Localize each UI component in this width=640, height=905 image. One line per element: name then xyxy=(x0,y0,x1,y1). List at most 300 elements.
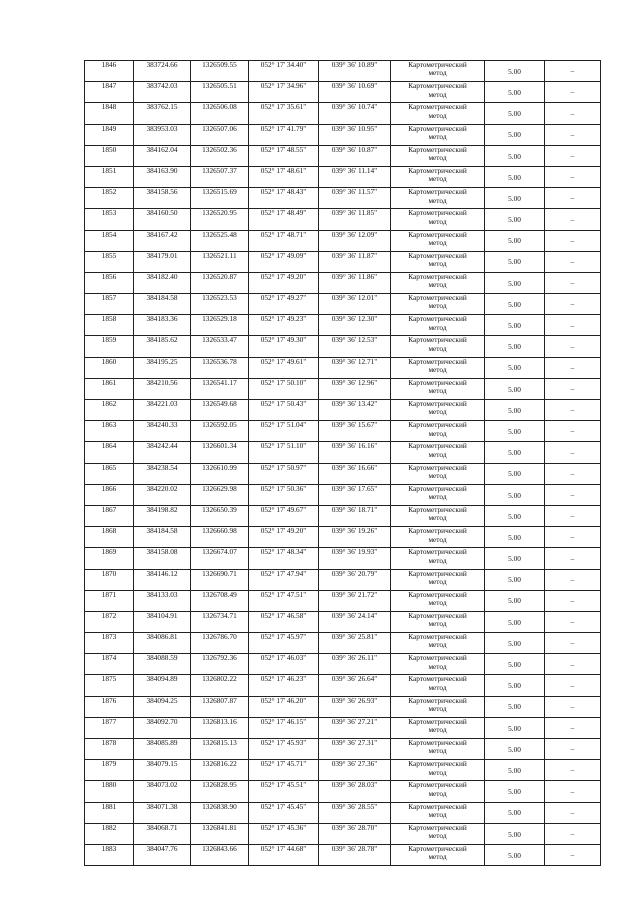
latitude-cell: 052° 17' 34.40" xyxy=(249,61,319,82)
longitude-cell: 039° 36' 27.31" xyxy=(319,739,391,760)
method-line-2: метод xyxy=(428,470,447,480)
accuracy-cell: 5.00 xyxy=(485,505,545,526)
longitude-cell: 039° 36' 11.85" xyxy=(319,209,391,230)
table-row xyxy=(85,611,601,632)
method-cell xyxy=(391,166,485,187)
latitude-cell: 052° 17' 49.30" xyxy=(249,336,319,357)
method-line-1: Картометрический xyxy=(408,102,467,112)
method-line-1: Картометрический xyxy=(408,357,467,366)
x-coordinate-cell: 384167.42 xyxy=(134,230,191,251)
table-row xyxy=(85,633,601,654)
method-cell xyxy=(391,739,485,760)
method-cell xyxy=(391,251,485,272)
latitude-cell: 052° 17' 49.67" xyxy=(249,505,319,526)
latitude-cell: 052° 17' 51.10" xyxy=(249,442,319,463)
point-number-cell: 1880 xyxy=(85,781,134,802)
y-coordinate-cell: 1326502.36 xyxy=(191,145,249,166)
longitude-cell: 039° 36' 21.72" xyxy=(319,590,391,611)
method-line-2: метод xyxy=(428,153,447,163)
x-coordinate-cell: 384198.82 xyxy=(134,505,191,526)
table-row xyxy=(85,823,601,844)
method-line-2: метод xyxy=(428,386,447,396)
accuracy-cell: 5.00 xyxy=(485,209,545,230)
longitude-cell: 039° 36' 28.70" xyxy=(319,823,391,844)
method-line-2: метод xyxy=(428,576,447,586)
x-coordinate-cell: 384184.58 xyxy=(134,527,191,548)
point-number-cell: 1858 xyxy=(85,315,134,336)
latitude-cell: 052° 17' 51.04" xyxy=(249,421,319,442)
x-coordinate-cell: 384071.38 xyxy=(134,802,191,823)
point-number-cell: 1853 xyxy=(85,209,134,230)
description-cell: – xyxy=(545,505,601,526)
longitude-cell: 039° 36' 11.57" xyxy=(319,188,391,209)
method-line-2: метод xyxy=(428,640,447,650)
method-cell xyxy=(391,145,485,166)
method-cell xyxy=(391,569,485,590)
table-row xyxy=(85,654,601,675)
table-row xyxy=(85,421,601,442)
accuracy-cell: 5.00 xyxy=(485,124,545,145)
y-coordinate-cell: 1326690.71 xyxy=(191,569,249,590)
method-line-2: метод xyxy=(428,407,447,417)
coordinates-sheet xyxy=(84,60,600,866)
method-line-1: Картометрический xyxy=(408,166,467,175)
latitude-cell: 052° 17' 44.68" xyxy=(249,844,319,865)
method-cell xyxy=(391,400,485,421)
method-cell xyxy=(391,357,485,378)
method-cell xyxy=(391,61,485,82)
latitude-cell: 052° 17' 45.71" xyxy=(249,760,319,781)
table-row xyxy=(85,378,601,399)
accuracy-cell: 5.00 xyxy=(485,527,545,548)
point-number-cell: 1875 xyxy=(85,675,134,696)
method-cell xyxy=(391,82,485,103)
latitude-cell: 052° 17' 48.34" xyxy=(249,548,319,569)
description-cell: – xyxy=(545,166,601,187)
table-row xyxy=(85,844,601,865)
method-cell xyxy=(391,484,485,505)
table-row xyxy=(85,442,601,463)
y-coordinate-cell: 1326807.87 xyxy=(191,696,249,717)
method-line-2: метод xyxy=(428,725,447,735)
x-coordinate-cell: 384163.90 xyxy=(134,166,191,187)
accuracy-cell: 5.00 xyxy=(485,61,545,82)
method-cell xyxy=(391,760,485,781)
y-coordinate-cell: 1326708.49 xyxy=(191,590,249,611)
method-line-1: Картометрический xyxy=(408,335,467,345)
longitude-cell: 039° 36' 16.16" xyxy=(319,442,391,463)
y-coordinate-cell: 1326592.05 xyxy=(191,421,249,442)
accuracy-cell: 5.00 xyxy=(485,590,545,611)
method-line-1: Картометрический xyxy=(408,60,467,69)
point-number-cell: 1871 xyxy=(85,590,134,611)
method-cell xyxy=(391,336,485,357)
x-coordinate-cell: 384242.44 xyxy=(134,442,191,463)
y-coordinate-cell: 1326520.87 xyxy=(191,272,249,293)
description-cell: – xyxy=(545,781,601,802)
description-cell: – xyxy=(545,400,601,421)
x-coordinate-cell: 384094.89 xyxy=(134,675,191,696)
table-row xyxy=(85,188,601,209)
x-coordinate-cell: 384158.08 xyxy=(134,548,191,569)
longitude-cell: 039° 36' 10.74" xyxy=(319,103,391,124)
method-line-1: Картометрический xyxy=(408,823,467,832)
table-row xyxy=(85,781,601,802)
method-line-2: метод xyxy=(428,110,447,120)
point-number-cell: 1882 xyxy=(85,823,134,844)
table-row xyxy=(85,61,601,82)
latitude-cell: 052° 17' 50.97" xyxy=(249,463,319,484)
point-number-cell: 1864 xyxy=(85,442,134,463)
y-coordinate-cell: 1326520.95 xyxy=(191,209,249,230)
accuracy-cell: 5.00 xyxy=(485,294,545,315)
method-line-1: Картометрический xyxy=(408,569,467,578)
latitude-cell: 052° 17' 47.94" xyxy=(249,569,319,590)
latitude-cell: 052° 17' 50.36" xyxy=(249,484,319,505)
table-row xyxy=(85,717,601,738)
method-cell xyxy=(391,505,485,526)
description-cell: – xyxy=(545,442,601,463)
latitude-cell: 052° 17' 48.61" xyxy=(249,166,319,187)
method-line-2: метод xyxy=(428,449,447,459)
point-number-cell: 1847 xyxy=(85,82,134,103)
longitude-cell: 039° 36' 28.55" xyxy=(319,802,391,823)
latitude-cell: 052° 17' 49.23" xyxy=(249,315,319,336)
method-line-1: Картометрический xyxy=(408,314,467,324)
x-coordinate-cell: 384221.03 xyxy=(134,400,191,421)
description-cell: – xyxy=(545,315,601,336)
point-number-cell: 1857 xyxy=(85,294,134,315)
method-line-1: Картометрический xyxy=(408,81,467,91)
x-coordinate-cell: 384086.81 xyxy=(134,633,191,654)
table-row xyxy=(85,675,601,696)
description-cell: – xyxy=(545,188,601,209)
description-cell: – xyxy=(545,61,601,82)
x-coordinate-cell: 383762.15 xyxy=(134,103,191,124)
method-cell xyxy=(391,611,485,632)
description-cell: – xyxy=(545,272,601,293)
table-row xyxy=(85,124,601,145)
point-number-cell: 1868 xyxy=(85,527,134,548)
y-coordinate-cell: 1326536.78 xyxy=(191,357,249,378)
y-coordinate-cell: 1326505.51 xyxy=(191,82,249,103)
longitude-cell: 039° 36' 12.09" xyxy=(319,230,391,251)
y-coordinate-cell: 1326509.55 xyxy=(191,61,249,82)
description-cell: – xyxy=(545,696,601,717)
method-line-2: метод xyxy=(428,89,447,99)
point-number-cell: 1859 xyxy=(85,336,134,357)
method-line-1: Картометрический xyxy=(408,526,467,536)
method-cell xyxy=(391,463,485,484)
description-cell: – xyxy=(545,569,601,590)
latitude-cell: 052° 17' 48.49" xyxy=(249,209,319,230)
latitude-cell: 052° 17' 49.61" xyxy=(249,357,319,378)
table-row xyxy=(85,739,601,760)
point-number-cell: 1876 xyxy=(85,696,134,717)
accuracy-cell: 5.00 xyxy=(485,781,545,802)
latitude-cell: 052° 17' 45.45" xyxy=(249,802,319,823)
method-line-2: метод xyxy=(428,534,447,544)
description-cell: – xyxy=(545,654,601,675)
method-line-1: Картометрический xyxy=(408,780,467,790)
method-line-1: Картометрический xyxy=(408,251,467,260)
method-line-2: метод xyxy=(428,237,447,247)
method-line-1: Картометрический xyxy=(408,611,467,620)
table-row xyxy=(85,463,601,484)
accuracy-cell: 5.00 xyxy=(485,611,545,632)
x-coordinate-cell: 384160.50 xyxy=(134,209,191,230)
method-line-2: метод xyxy=(428,555,447,565)
x-coordinate-cell: 384079.15 xyxy=(134,760,191,781)
table-row xyxy=(85,696,601,717)
method-line-2: метод xyxy=(428,259,447,269)
point-number-cell: 1883 xyxy=(85,844,134,865)
longitude-cell: 039° 36' 10.69" xyxy=(319,82,391,103)
method-cell xyxy=(391,590,485,611)
method-line-2: метод xyxy=(428,68,447,78)
method-cell xyxy=(391,315,485,336)
latitude-cell: 052° 17' 47.51" xyxy=(249,590,319,611)
method-line-1: Картометрический xyxy=(408,145,467,154)
longitude-cell: 039° 36' 19.93" xyxy=(319,548,391,569)
x-coordinate-cell: 384094.25 xyxy=(134,696,191,717)
x-coordinate-cell: 383742.03 xyxy=(134,82,191,103)
description-cell: – xyxy=(545,548,601,569)
accuracy-cell: 5.00 xyxy=(485,230,545,251)
x-coordinate-cell: 383724.66 xyxy=(134,61,191,82)
x-coordinate-cell: 384073.02 xyxy=(134,781,191,802)
method-line-1: Картометрический xyxy=(408,759,467,769)
accuracy-cell: 5.00 xyxy=(485,844,545,865)
description-cell: – xyxy=(545,802,601,823)
x-coordinate-cell: 384210.56 xyxy=(134,378,191,399)
method-line-1: Картометрический xyxy=(408,590,467,599)
table-row xyxy=(85,230,601,251)
description-cell: – xyxy=(545,760,601,781)
method-line-2: метод xyxy=(428,174,447,184)
method-line-2: метод xyxy=(428,301,447,311)
accuracy-cell: 5.00 xyxy=(485,548,545,569)
point-number-cell: 1869 xyxy=(85,548,134,569)
accuracy-cell: 5.00 xyxy=(485,82,545,103)
longitude-cell: 039° 36' 24.14" xyxy=(319,611,391,632)
accuracy-cell: 5.00 xyxy=(485,188,545,209)
accuracy-cell: 5.00 xyxy=(485,378,545,399)
method-cell xyxy=(391,527,485,548)
x-coordinate-cell: 384146.12 xyxy=(134,569,191,590)
method-line-1: Картометрический xyxy=(408,632,467,642)
point-number-cell: 1849 xyxy=(85,124,134,145)
y-coordinate-cell: 1326533.47 xyxy=(191,336,249,357)
point-number-cell: 1866 xyxy=(85,484,134,505)
description-cell: – xyxy=(545,675,601,696)
method-cell xyxy=(391,230,485,251)
description-cell: – xyxy=(545,633,601,654)
longitude-cell: 039° 36' 27.36" xyxy=(319,760,391,781)
accuracy-cell: 5.00 xyxy=(485,696,545,717)
y-coordinate-cell: 1326815.13 xyxy=(191,739,249,760)
method-line-1: Картометрический xyxy=(408,187,467,197)
x-coordinate-cell: 384238.54 xyxy=(134,463,191,484)
method-line-1: Картометрический xyxy=(408,272,467,281)
y-coordinate-cell: 1326525.48 xyxy=(191,230,249,251)
latitude-cell: 052° 17' 45.93" xyxy=(249,739,319,760)
method-line-1: Картометрический xyxy=(408,399,467,408)
method-line-2: метод xyxy=(428,195,447,205)
latitude-cell: 052° 17' 50.10" xyxy=(249,378,319,399)
point-number-cell: 1877 xyxy=(85,717,134,738)
description-cell: – xyxy=(545,590,601,611)
table-row xyxy=(85,357,601,378)
method-line-1: Картометрический xyxy=(408,441,467,451)
latitude-cell: 052° 17' 45.36" xyxy=(249,823,319,844)
x-coordinate-cell: 384133.03 xyxy=(134,590,191,611)
point-number-cell: 1878 xyxy=(85,739,134,760)
x-coordinate-cell: 384092.70 xyxy=(134,717,191,738)
latitude-cell: 052° 17' 50.43" xyxy=(249,400,319,421)
accuracy-cell: 5.00 xyxy=(485,823,545,844)
latitude-cell: 052° 17' 48.43" xyxy=(249,188,319,209)
longitude-cell: 039° 36' 20.79" xyxy=(319,569,391,590)
method-line-1: Картометрический xyxy=(408,844,467,853)
y-coordinate-cell: 1326802.22 xyxy=(191,675,249,696)
point-number-cell: 1850 xyxy=(85,145,134,166)
point-number-cell: 1881 xyxy=(85,802,134,823)
point-number-cell: 1870 xyxy=(85,569,134,590)
longitude-cell: 039° 36' 12.96" xyxy=(319,378,391,399)
description-cell: – xyxy=(545,230,601,251)
x-coordinate-cell: 384085.89 xyxy=(134,739,191,760)
x-coordinate-cell: 384184.58 xyxy=(134,294,191,315)
method-cell xyxy=(391,209,485,230)
longitude-cell: 039° 36' 16.66" xyxy=(319,463,391,484)
description-cell: – xyxy=(545,739,601,760)
y-coordinate-cell: 1326828.95 xyxy=(191,781,249,802)
y-coordinate-cell: 1326601.34 xyxy=(191,442,249,463)
method-cell xyxy=(391,272,485,293)
method-line-1: Картометрический xyxy=(408,674,467,684)
method-cell xyxy=(391,844,485,865)
y-coordinate-cell: 1326515.69 xyxy=(191,188,249,209)
table-row xyxy=(85,548,601,569)
method-cell xyxy=(391,675,485,696)
method-line-2: метод xyxy=(428,852,447,862)
longitude-cell: 039° 36' 18.71" xyxy=(319,505,391,526)
accuracy-cell: 5.00 xyxy=(485,717,545,738)
longitude-cell: 039° 36' 10.87" xyxy=(319,145,391,166)
table-row xyxy=(85,315,601,336)
accuracy-cell: 5.00 xyxy=(485,251,545,272)
method-line-2: метод xyxy=(428,682,447,692)
accuracy-cell: 5.00 xyxy=(485,400,545,421)
latitude-cell: 052° 17' 46.23" xyxy=(249,675,319,696)
description-cell: – xyxy=(545,103,601,124)
x-coordinate-cell: 384182.40 xyxy=(134,272,191,293)
method-cell xyxy=(391,188,485,209)
longitude-cell: 039° 36' 27.21" xyxy=(319,717,391,738)
point-number-cell: 1865 xyxy=(85,463,134,484)
method-cell xyxy=(391,103,485,124)
y-coordinate-cell: 1326734.71 xyxy=(191,611,249,632)
longitude-cell: 039° 36' 28.03" xyxy=(319,781,391,802)
table-body xyxy=(85,61,601,866)
y-coordinate-cell: 1326507.37 xyxy=(191,166,249,187)
accuracy-cell: 5.00 xyxy=(485,675,545,696)
method-line-2: метод xyxy=(428,598,447,608)
method-line-2: метод xyxy=(428,788,447,798)
accuracy-cell: 5.00 xyxy=(485,633,545,654)
latitude-cell: 052° 17' 48.55" xyxy=(249,145,319,166)
table-row xyxy=(85,590,601,611)
x-coordinate-cell: 384047.76 xyxy=(134,844,191,865)
table-row xyxy=(85,527,601,548)
accuracy-cell: 5.00 xyxy=(485,760,545,781)
latitude-cell: 052° 17' 34.96" xyxy=(249,82,319,103)
method-line-2: метод xyxy=(428,704,447,714)
x-coordinate-cell: 384179.01 xyxy=(134,251,191,272)
y-coordinate-cell: 1326521.11 xyxy=(191,251,249,272)
accuracy-cell: 5.00 xyxy=(485,145,545,166)
table-row xyxy=(85,82,601,103)
method-line-1: Картометрический xyxy=(408,463,467,472)
x-coordinate-cell: 384162.04 xyxy=(134,145,191,166)
accuracy-cell: 5.00 xyxy=(485,315,545,336)
point-number-cell: 1854 xyxy=(85,230,134,251)
accuracy-cell: 5.00 xyxy=(485,739,545,760)
x-coordinate-cell: 384220.02 xyxy=(134,484,191,505)
table-row xyxy=(85,400,601,421)
description-cell: – xyxy=(545,527,601,548)
accuracy-cell: 5.00 xyxy=(485,357,545,378)
longitude-cell: 039° 36' 12.53" xyxy=(319,336,391,357)
longitude-cell: 039° 36' 13.42" xyxy=(319,400,391,421)
point-number-cell: 1856 xyxy=(85,272,134,293)
description-cell: – xyxy=(545,611,601,632)
method-cell xyxy=(391,717,485,738)
point-number-cell: 1852 xyxy=(85,188,134,209)
x-coordinate-cell: 384158.56 xyxy=(134,188,191,209)
latitude-cell: 052° 17' 46.20" xyxy=(249,696,319,717)
method-line-2: метод xyxy=(428,343,447,353)
method-line-2: метод xyxy=(428,365,447,375)
method-line-1: Картометрический xyxy=(408,230,467,239)
latitude-cell: 052° 17' 41.79" xyxy=(249,124,319,145)
method-line-2: метод xyxy=(428,280,447,290)
point-number-cell: 1848 xyxy=(85,103,134,124)
description-cell: – xyxy=(545,82,601,103)
y-coordinate-cell: 1326816.22 xyxy=(191,760,249,781)
y-coordinate-cell: 1326843.66 xyxy=(191,844,249,865)
latitude-cell: 052° 17' 46.15" xyxy=(249,717,319,738)
method-line-2: метод xyxy=(428,619,447,629)
y-coordinate-cell: 1326541.17 xyxy=(191,378,249,399)
longitude-cell: 039° 36' 10.95" xyxy=(319,124,391,145)
longitude-cell: 039° 36' 17.65" xyxy=(319,484,391,505)
accuracy-cell: 5.00 xyxy=(485,569,545,590)
method-cell xyxy=(391,781,485,802)
method-line-1: Картометрический xyxy=(408,505,467,514)
longitude-cell: 039° 36' 11.14" xyxy=(319,166,391,187)
y-coordinate-cell: 1326841.81 xyxy=(191,823,249,844)
y-coordinate-cell: 1326523.53 xyxy=(191,294,249,315)
description-cell: – xyxy=(545,124,601,145)
x-coordinate-cell: 384088.59 xyxy=(134,654,191,675)
x-coordinate-cell: 384068.71 xyxy=(134,823,191,844)
description-cell: – xyxy=(545,844,601,865)
y-coordinate-cell: 1326507.06 xyxy=(191,124,249,145)
longitude-cell: 039° 36' 28.78" xyxy=(319,844,391,865)
y-coordinate-cell: 1326549.68 xyxy=(191,400,249,421)
